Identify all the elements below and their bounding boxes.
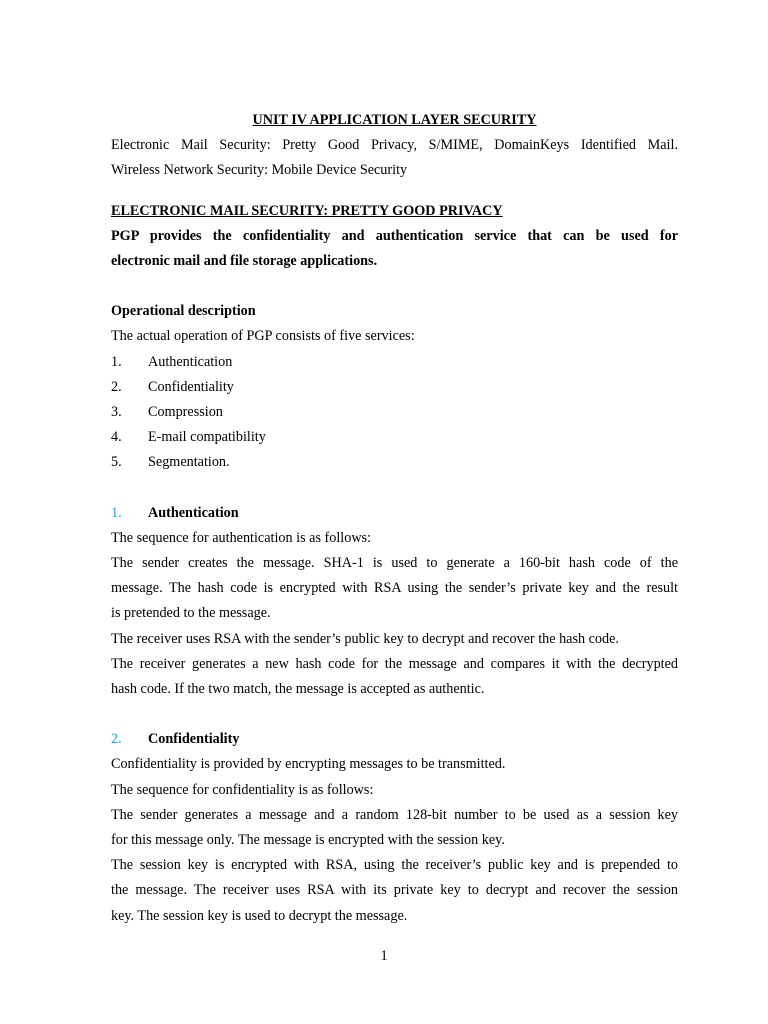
spacer	[111, 702, 678, 727]
intro-line-1: Electronic Mail Security: Pretty Good Privacy, S/MIME, DomainKeys Identified Mail.	[111, 137, 678, 154]
conf-line-1: Confidentiality is provided by encrypting messages to be transmitted.	[111, 756, 506, 773]
list-number: 4.	[111, 429, 122, 446]
operational-intro: The actual operation of PGP consists of five services:	[111, 328, 415, 345]
page-number: 1	[380, 948, 388, 964]
pgp-description-line-2: electronic mail and file storage applications.	[111, 253, 378, 270]
auth-line-1: The sequence for authentication is as follows:	[111, 529, 372, 546]
spacer	[111, 274, 678, 299]
authentication-heading	[111, 501, 678, 526]
intro-line-2: Wireless Network Security: Mobile Device Security	[111, 162, 408, 179]
confidentiality-number: 2.	[111, 731, 122, 748]
auth-line-6: The receiver generates a new hash code for the message and compares it with the decrypted	[111, 655, 678, 672]
auth-line-3: message. The hash code is encrypted with RSA using the sender’s private key and the result	[111, 580, 678, 597]
authentication-number: 1.	[111, 504, 122, 521]
page-content	[111, 108, 678, 929]
list-item	[111, 425, 678, 450]
list-item	[111, 400, 678, 425]
auth-line-7: hash code. If the two match, the message is accepted as authentic.	[111, 681, 485, 698]
operational-heading: Operational description	[111, 303, 256, 320]
list-item	[111, 350, 678, 375]
authentication-title: Authentication	[148, 504, 239, 521]
list-label: Segmentation.	[148, 454, 230, 471]
conf-line-2: The sequence for confidentiality is as follows:	[111, 781, 374, 798]
list-label: E-mail compatibility	[148, 429, 266, 446]
list-number: 1.	[111, 353, 122, 370]
conf-line-4: for this message only. The message is encrypted with the session key.	[111, 832, 505, 849]
list-label: Compression	[148, 404, 223, 421]
list-item	[111, 450, 678, 475]
list-number: 5.	[111, 454, 122, 471]
pgp-description-line-1: PGP provides the confidentiality and authentication service that can be used for	[111, 227, 678, 244]
unit-title: UNIT IV APPLICATION LAYER SECURITY	[252, 112, 537, 128]
list-item	[111, 375, 678, 400]
list-number: 3.	[111, 404, 122, 421]
list-label: Authentication	[148, 353, 233, 370]
conf-line-7: key. The session key is used to decrypt the message.	[111, 907, 408, 924]
list-number: 2.	[111, 378, 122, 395]
confidentiality-heading	[111, 727, 678, 752]
auth-line-2: The sender creates the message. SHA-1 is used to generate a 160-bit hash code of the	[111, 555, 678, 572]
conf-line-5: The session key is encrypted with RSA, using the receiver’s public key and is prepended to	[111, 857, 678, 874]
list-label: Confidentiality	[148, 378, 234, 395]
auth-line-4: is pretended to the message.	[111, 605, 271, 622]
conf-line-3: The sender generates a message and a random 128-bit number to be used as a session key	[111, 806, 678, 823]
spacer	[111, 476, 678, 501]
conf-line-6: the message. The receiver uses RSA with its private key to decrypt and recover the session	[111, 882, 678, 899]
confidentiality-title: Confidentiality	[148, 731, 240, 748]
auth-line-5: The receiver uses RSA with the sender’s public key to decrypt and recover the hash code.	[111, 630, 619, 647]
section-title: ELECTRONIC MAIL SECURITY: PRETTY GOOD PRIVACY	[111, 202, 503, 219]
